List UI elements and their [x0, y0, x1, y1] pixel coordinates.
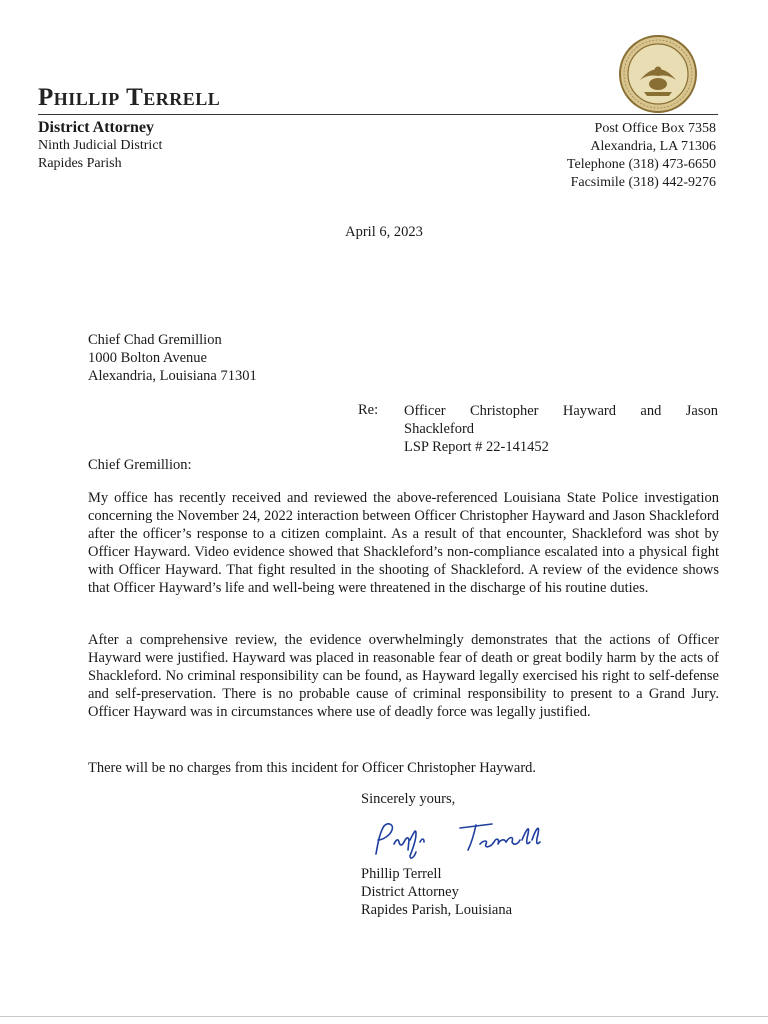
facsimile-line: Facsimile (318) 442-9276 — [570, 175, 716, 190]
louisiana-state-seal-icon — [618, 34, 698, 114]
signature-strokes — [376, 824, 540, 858]
recipient-line: 1000 Bolton Avenue — [88, 350, 207, 366]
telephone-line: Telephone (318) 473-6650 — [566, 157, 716, 172]
letterhead-address-block — [567, 120, 716, 192]
letter-date: April 6, 2023 — [345, 224, 423, 240]
page-bottom-edge — [0, 1016, 768, 1017]
letterhead-left-block — [38, 118, 162, 173]
re-line: LSP Report # 22-141452 — [404, 439, 549, 455]
re-label: Re: — [358, 402, 379, 418]
body-paragraph: After a comprehensive review, the evidence overwhelmingly demonstrates that the actions of Officer Hayward were justified. Hayward was placed in reasonable fear of death or great bodily harm by the acts of Shackleford. No criminal responsibility can be found, as Hayward legally exercised his right to self-defense and self-preservation. There is no probable cause of criminal responsibility to present to a Grand Jury. Officer Hayward was in circumstances where use of deadly force was legally justified. — [88, 632, 719, 720]
letterhead-name: Phillip Terrell — [38, 84, 221, 111]
recipient-line: Alexandria, Louisiana 71301 — [88, 368, 257, 384]
signer-name: Phillip Terrell — [361, 866, 442, 882]
letterhead-title: District Attorney — [38, 119, 154, 136]
letterhead-parish: Rapides Parish — [38, 156, 122, 171]
re-line: Officer Christopher Hayward and Jason — [404, 403, 718, 419]
body-paragraph: There will be no charges from this incident for Officer Christopher Hayward. — [88, 760, 537, 776]
handwritten-signature — [364, 816, 554, 864]
re-line: Shackleford — [404, 421, 475, 437]
body-paragraph: My office has recently received and reviewed the above-referenced Louisiana State Police investigation concerning the November 24, 2022 interaction between Officer Christopher Hayward and Jason Shackleford after the officer’s response to a citizen complaint. As a result of that encounter, Shackleford was shot by Officer Hayward. Video evidence showed that Shackleford’s non-compliance escalated into a physical fight with Officer Hayward. That fight resulted in the shooting of Shackleford. A review of the evidence shows that Officer Hayward’s life and well-being were threatened in the discharge of his routine duties. — [88, 490, 719, 596]
recipient-address — [88, 331, 257, 385]
letterhead-rule — [38, 114, 718, 115]
signature-block — [361, 865, 512, 919]
signer-title: District Attorney — [361, 884, 459, 900]
address-line: Alexandria, LA 71306 — [590, 139, 716, 154]
address-line: Post Office Box 7358 — [594, 121, 716, 136]
recipient-line: Chief Chad Gremillion — [88, 332, 222, 348]
letterhead-district: Ninth Judicial District — [38, 138, 163, 153]
closing: Sincerely yours, — [361, 791, 456, 807]
re-subject — [404, 402, 718, 456]
salutation: Chief Gremillion: — [88, 457, 192, 473]
signer-jurisdiction: Rapides Parish, Louisiana — [361, 902, 513, 918]
